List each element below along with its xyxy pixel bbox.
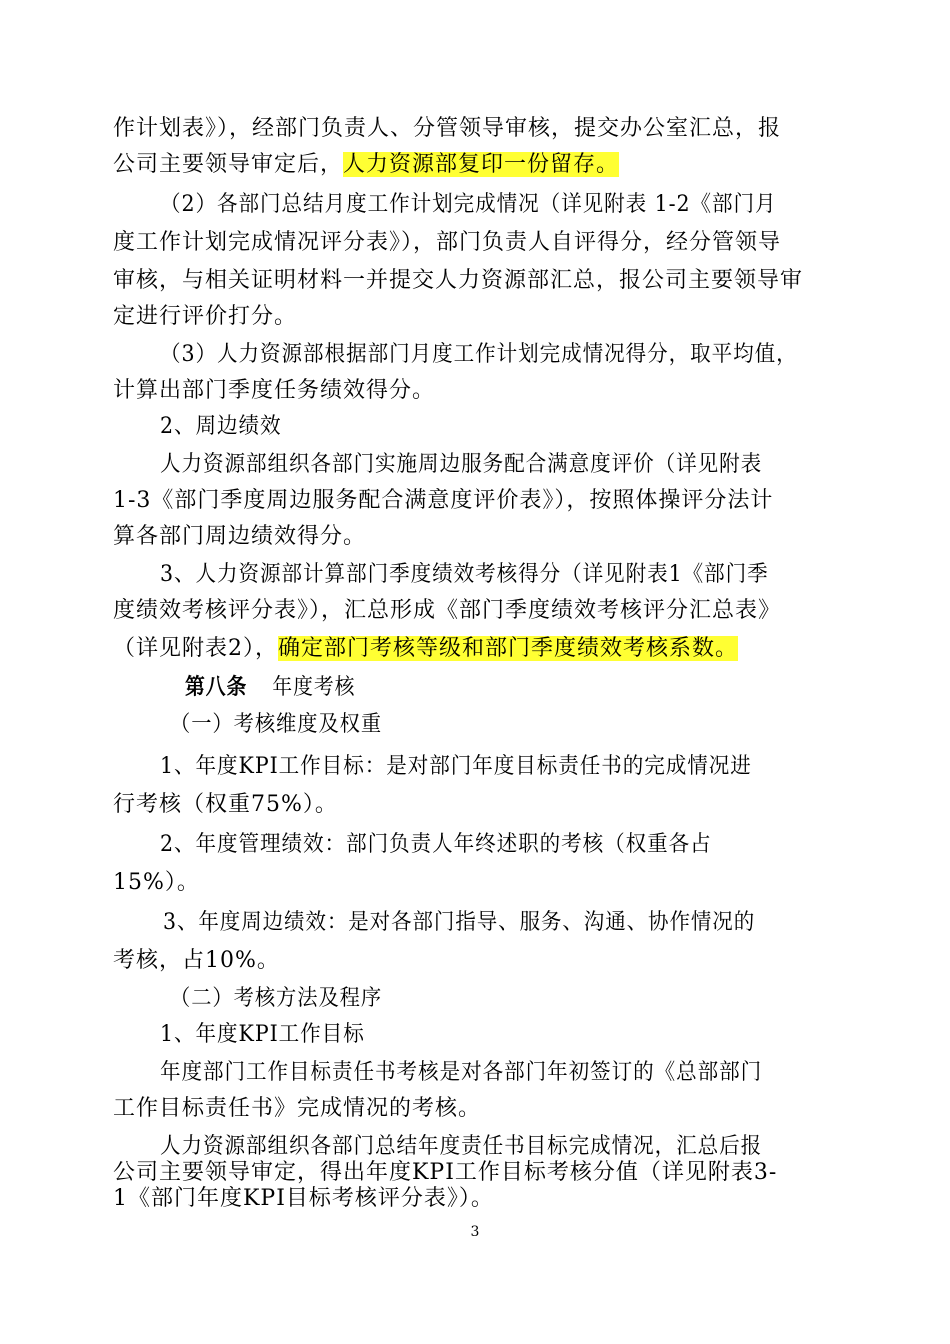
text-line: 计算出部门季度任务绩效得分。 bbox=[113, 378, 436, 403]
text-line: 公司主要领导审定，得出年度KPI工作目标考核分值（详见附表3- bbox=[113, 1160, 778, 1185]
text-span: 公司主要领导审定后， bbox=[113, 152, 344, 177]
text-line: 人力资源部组织各部门总结年度责任书目标完成情况，汇总后报 bbox=[160, 1134, 763, 1159]
text-line: 度绩效考核评分表》），汇总形成《部门季度绩效考核评分汇总表》 bbox=[113, 598, 782, 623]
text-line: 15%）。 bbox=[113, 870, 200, 895]
text-line: 考核，占10%。 bbox=[113, 948, 280, 973]
text-line: 1《部门年度KPI目标考核评分表》）。 bbox=[113, 1186, 494, 1211]
page-number: 3 bbox=[470, 1224, 480, 1240]
text-line: 1、年度KPI工作目标：是对部门年度目标责任书的完成情况进 bbox=[160, 754, 752, 779]
article-title: 年度考核 bbox=[272, 675, 356, 700]
text-line: 行考核（权重75%）。 bbox=[113, 792, 338, 817]
text-line: 1-3《部门季度周边服务配合满意度评价表》），按照体操评分法计 bbox=[113, 488, 774, 513]
text-line: 作计划表》），经部门负责人、分管领导审核，提交办公室汇总，报 bbox=[113, 116, 782, 141]
text-line: 人力资源部组织各部门实施周边服务配合满意度评价（详见附表 bbox=[160, 452, 763, 477]
highlighted-text: 确定部门考核等级和部门季度绩效考核系数。 bbox=[278, 636, 739, 661]
section-heading: （二）考核方法及程序 bbox=[170, 986, 383, 1011]
text-line: 工作目标责任书》完成情况的考核。 bbox=[113, 1096, 482, 1121]
text-line: 1、年度KPI工作目标 bbox=[160, 1022, 365, 1047]
text-line: 2、周边绩效 bbox=[160, 414, 282, 439]
text-line: （3）人力资源部根据部门月度工作计划完成情况得分，取平均值， bbox=[160, 342, 798, 367]
text-line bbox=[113, 150, 841, 180]
text-line: （2）各部门总结月度工作计划完成情况（详见附表 1-2《部门月 bbox=[160, 192, 777, 217]
text-line: 2、年度管理绩效：部门负责人年终述职的考核（权重各占 bbox=[160, 832, 712, 857]
text-line: 定进行评价打分。 bbox=[113, 304, 298, 329]
highlighted-text: 人力资源部复印一份留存。 bbox=[343, 152, 620, 177]
text-line: 算各部门周边绩效得分。 bbox=[113, 524, 367, 549]
article-heading bbox=[185, 672, 841, 703]
text-line: 3、年度周边绩效：是对各部门指导、服务、沟通、协作情况的 bbox=[163, 910, 756, 935]
text-line: 年度部门工作目标责任书考核是对各部门年初签订的《总部部门 bbox=[160, 1060, 763, 1085]
section-heading: （一）考核维度及权重 bbox=[170, 712, 383, 737]
text-line: 审核，与相关证明材料一并提交人力资源部汇总，报公司主要领导审 bbox=[113, 268, 804, 293]
text-span: （详见附表2）， bbox=[113, 636, 278, 661]
text-line: 3、人力资源部计算部门季度绩效考核得分（详见附表1《部门季 bbox=[160, 562, 769, 587]
article-number: 第八条 bbox=[185, 674, 248, 700]
text-line bbox=[113, 634, 841, 664]
text-line: 度工作计划完成情况评分表》），部门负责人自评得分，经分管领导 bbox=[113, 230, 782, 255]
